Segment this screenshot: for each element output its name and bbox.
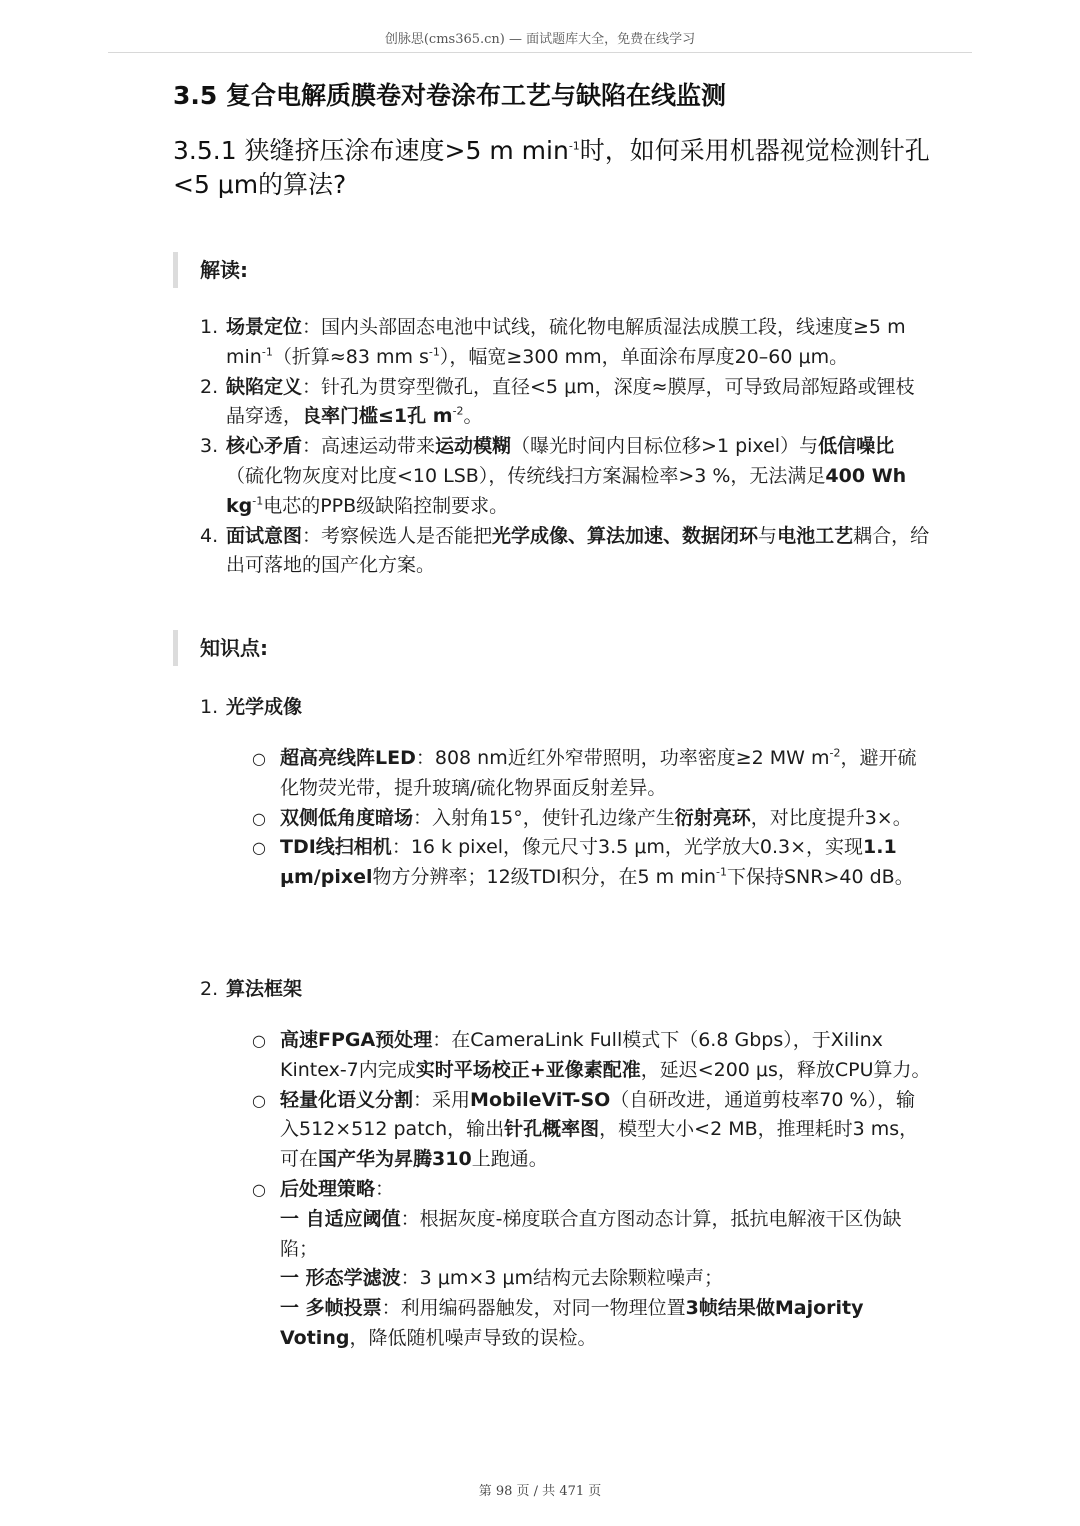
bold-term: 缺陷定义 bbox=[226, 375, 303, 398]
bold-term: 3帧结果做Majority Voting bbox=[280, 1297, 864, 1349]
bold-term: 针孔概率图 bbox=[504, 1118, 600, 1141]
list-item bbox=[252, 804, 932, 834]
subsection-title: 算法框架 bbox=[226, 978, 303, 1000]
text-run: 下保持SNR>40 dB。 bbox=[727, 866, 914, 889]
list-item bbox=[252, 1175, 932, 1354]
text-run: ：考察候选人是否能把 bbox=[302, 524, 493, 547]
list-item bbox=[252, 833, 932, 893]
question-title bbox=[173, 134, 933, 202]
item-number: 1. bbox=[200, 696, 219, 718]
bullet-circle-icon: ○ bbox=[252, 1179, 266, 1199]
text-run: ：根据灰度-梯度联合直方图动态计算，抵抗电解液干区伪缺陷； bbox=[280, 1207, 902, 1260]
bold-term: 电池工艺 bbox=[777, 524, 854, 547]
text-run: ： bbox=[375, 1177, 395, 1200]
superscript: -2 bbox=[829, 746, 841, 760]
list-item bbox=[200, 313, 930, 373]
optics-bullets bbox=[252, 744, 932, 893]
bold-term: 一 形态学滤波 bbox=[280, 1267, 401, 1290]
text-run: （自研改进，通道剪枝率70 %），输入512×512 patch，输出 bbox=[280, 1088, 916, 1141]
text-run: ：采用 bbox=[413, 1088, 471, 1111]
bullet-circle-icon: ○ bbox=[252, 749, 266, 768]
bold-term: 面试意图 bbox=[226, 524, 303, 547]
item-number: 2. bbox=[200, 978, 219, 1000]
item-text bbox=[280, 1175, 932, 1354]
bullet-circle-icon: ○ bbox=[252, 1090, 266, 1110]
item-text bbox=[226, 373, 930, 433]
bold-term: 后处理策略 bbox=[280, 1177, 376, 1200]
bold-term: 一 多帧投票 bbox=[280, 1297, 382, 1320]
text-run: ：808 nm近红外窄带照明，功率密度≥2 MW m bbox=[415, 747, 830, 769]
bullet-circle-icon: ○ bbox=[252, 838, 266, 858]
bold-term: 1.1 μm/pixel bbox=[280, 836, 897, 889]
bold-term: 超高亮线阵LED bbox=[280, 747, 416, 769]
text-run: 物方分辨率；12级TDI积分，在5 m min bbox=[372, 866, 717, 889]
text-run: ：高速运动带来 bbox=[302, 435, 436, 458]
bold-term: 场景定位 bbox=[226, 316, 303, 338]
item-text bbox=[226, 313, 930, 373]
question-part: 时，如何采用机器视觉检测针孔<5 μm的算法? bbox=[173, 136, 930, 199]
bullet-circle-icon: ○ bbox=[252, 1031, 266, 1050]
bold-term: 高速FPGA预处理 bbox=[280, 1029, 433, 1051]
text-run: （硫化物灰度对比度<10 LSB），传统线扫方案漏检率>3 %，无法满足 bbox=[226, 464, 826, 487]
text-run: ：入射角15°，使针孔边缘产生 bbox=[413, 806, 675, 829]
interpretation-heading: 解读: bbox=[173, 252, 933, 288]
bold-term: 低信噪比 bbox=[818, 435, 895, 458]
list-item bbox=[200, 522, 930, 582]
subsection-algorithm bbox=[200, 974, 302, 1004]
text-run: ：在CameraLink Full模式下（6.8 Gbps），于Xilinx Kintex-7内完成 bbox=[280, 1029, 883, 1081]
item-text bbox=[280, 833, 932, 893]
text-run: ：国内头部固态电池中试线，硫化物电解质湿法成膜工段，线速度≥5 m min bbox=[226, 316, 906, 368]
text-run: ：16 k pixel，像元尺寸3.5 μm，光学放大0.3×，实现 bbox=[391, 836, 864, 859]
list-item bbox=[252, 1086, 932, 1175]
text-run: ，降低随机噪声导致的误检。 bbox=[349, 1326, 597, 1349]
item-number: 3. bbox=[200, 435, 219, 458]
superscript: -1 bbox=[568, 139, 580, 153]
bold-term: 双侧低角度暗场 bbox=[280, 806, 414, 829]
algorithm-bullets bbox=[252, 1026, 932, 1354]
section-title: 3.5 复合电解质膜卷对卷涂布工艺与缺陷在线监测 bbox=[173, 81, 726, 110]
page-header: 创脉思(cms365.cn) — 面试题库大全，免费在线学习 bbox=[384, 32, 696, 47]
superscript: -1 bbox=[261, 345, 273, 359]
header-divider bbox=[108, 52, 972, 53]
superscript: -2 bbox=[452, 405, 464, 419]
knowledge-heading: 知识点: bbox=[173, 630, 933, 666]
item-text bbox=[226, 522, 930, 582]
text-run: 。 bbox=[463, 405, 483, 428]
bold-term: MobileViT-SO bbox=[470, 1088, 611, 1111]
list-item bbox=[252, 744, 932, 804]
list-item bbox=[252, 1026, 932, 1086]
text-run: （折算≈83 mm s bbox=[272, 345, 429, 368]
item-text bbox=[280, 804, 932, 834]
bold-term: 光学成像、算法加速、数据闭环 bbox=[492, 524, 759, 547]
text-run: 耦合，给出可落地的国产化方案。 bbox=[226, 524, 930, 577]
item-text bbox=[280, 1026, 932, 1086]
text-run: 电芯的PPB级缺陷控制要求。 bbox=[263, 494, 509, 517]
text-run: 上跑通。 bbox=[471, 1148, 548, 1171]
text-run: ，对比度提升3×。 bbox=[750, 806, 912, 829]
item-number: 1. bbox=[200, 316, 219, 338]
text-run: ：3 μm×3 μm结构元去除颗粒噪声； bbox=[400, 1267, 723, 1290]
text-run: ，避开硫化物荧光带，提升玻璃/硫化物界面反射差异。 bbox=[280, 747, 917, 799]
bold-term: 一 自适应阈值 bbox=[280, 1207, 401, 1230]
text-run: ，延迟<200 μs，释放CPU算力。 bbox=[640, 1058, 931, 1081]
subsection-title: 光学成像 bbox=[226, 696, 303, 718]
list-item bbox=[200, 373, 930, 433]
superscript: -1 bbox=[252, 494, 264, 508]
interpretation-list bbox=[200, 313, 930, 581]
bold-term: 400 Wh kg bbox=[226, 464, 907, 517]
list-item bbox=[200, 432, 930, 521]
bold-term: 核心矛盾 bbox=[226, 435, 303, 458]
bold-term: 实时平场校正+亚像素配准 bbox=[415, 1058, 641, 1081]
item-text bbox=[226, 432, 930, 521]
bold-term: 运动模糊 bbox=[435, 435, 512, 458]
text-run: ：针孔为贯穿型微孔，直径<5 μm，深度≈膜厚，可导致局部短路或锂枝晶穿透， bbox=[226, 375, 915, 428]
subsection-optics bbox=[200, 692, 302, 722]
bullet-circle-icon: ○ bbox=[252, 808, 266, 828]
bold-term: 良率门槛≤1孔 m bbox=[302, 405, 453, 428]
item-number: 2. bbox=[200, 375, 219, 398]
bold-term: TDI线扫相机 bbox=[280, 836, 392, 859]
item-text bbox=[280, 744, 932, 804]
text-run: 与 bbox=[758, 524, 778, 547]
text-run: ：利用编码器触发，对同一物理位置 bbox=[381, 1297, 686, 1320]
page-footer: 第 98 页 / 共 471 页 bbox=[478, 1484, 602, 1499]
text-run: ），幅宽≥300 mm，单面涂布厚度20–60 μm。 bbox=[439, 345, 849, 368]
bold-term: 国产华为昇腾310 bbox=[318, 1148, 472, 1171]
bold-term: 衍射亮环 bbox=[674, 806, 751, 829]
superscript: -1 bbox=[716, 865, 727, 879]
question-part: 3.5.1 狭缝挤压涂布速度>5 m min bbox=[173, 136, 569, 165]
superscript: -1 bbox=[428, 345, 440, 359]
item-number: 4. bbox=[200, 524, 219, 547]
bold-term: 轻量化语义分割 bbox=[280, 1088, 414, 1111]
text-run: （曝光时间内目标位移>1 pixel）与 bbox=[511, 435, 819, 458]
item-text bbox=[280, 1086, 932, 1175]
text-run: ，模型大小<2 MB，推理耗时3 ms，可在 bbox=[280, 1118, 919, 1171]
